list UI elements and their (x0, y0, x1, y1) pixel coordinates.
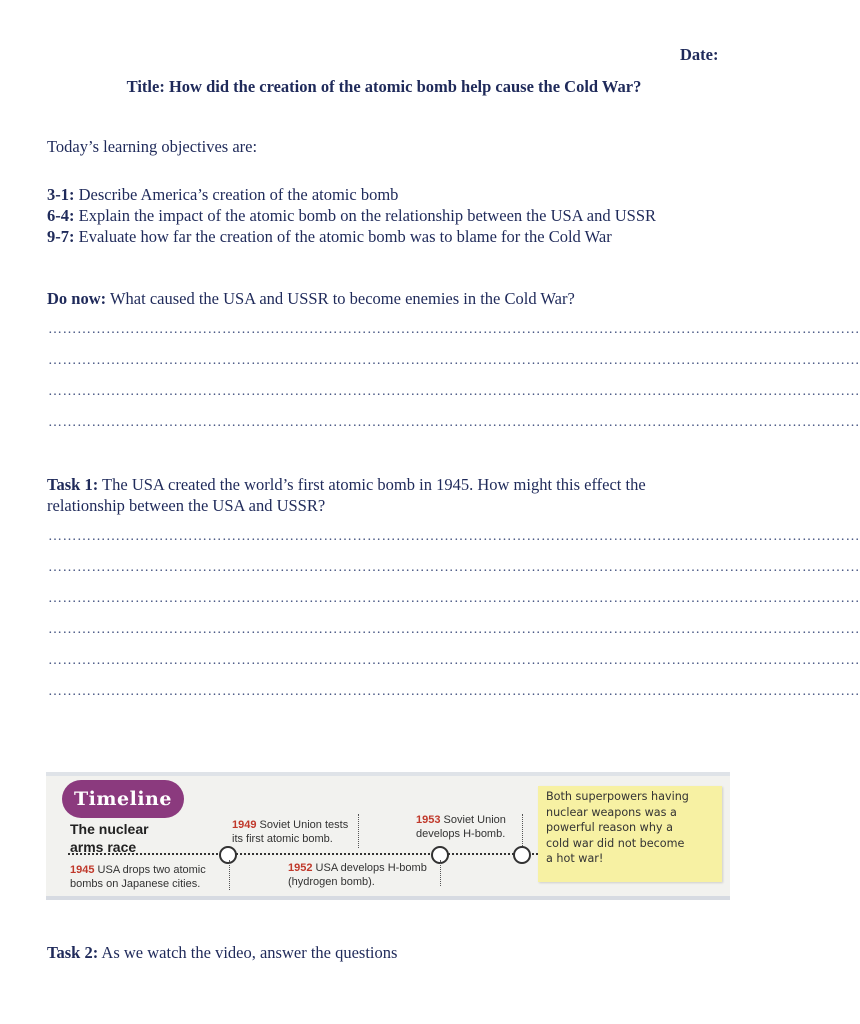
answer-line[interactable]: …………………………………………………………………………………………………………………………………………………… (48, 322, 860, 337)
timeline-tick (522, 814, 523, 846)
objective-9-7: 9-7: Evaluate how far the creation of the atomic bomb was to blame for the Cold War (47, 227, 612, 246)
objectives-intro: Today’s learning objectives are: (47, 137, 258, 156)
timeline-badge: Timeline (62, 780, 184, 818)
do-now-question: Do now: What caused the USA and USSR to become enemies in the Cold War? (47, 289, 575, 308)
task1-question-cont: relationship between the USA and USSR? (47, 496, 326, 515)
timeline-marker-1949 (219, 846, 237, 864)
sticky-note: Both superpowers having nuclear weapons was a powerful reason why a cold war did not become a hot war! (538, 786, 722, 882)
timeline-tick (229, 860, 230, 890)
page-title: Title: How did the creation of the atomic bomb help cause the Cold War? (126, 77, 642, 96)
answer-line[interactable]: …………………………………………………………………………………………………………………………………………………… (48, 622, 860, 637)
timeline-event-1945: 1945 USA drops two atomic bombs on Japanese cities. (70, 864, 206, 890)
date-label: Date: (680, 45, 719, 64)
divider (46, 896, 730, 900)
answer-line[interactable]: …………………………………………………………………………………………………………………………………………………… (48, 529, 860, 544)
answer-line[interactable]: …………………………………………………………………………………………………………………………………………………… (48, 560, 860, 575)
timeline-marker-1953 (513, 846, 531, 864)
answer-line[interactable]: …………………………………………………………………………………………………………………………………………………… (48, 415, 860, 430)
timeline-tick (358, 814, 359, 848)
answer-line[interactable]: …………………………………………………………………………………………………………………………………………………… (48, 353, 860, 368)
timeline-figure (46, 772, 730, 900)
timeline-event-1949: 1949 Soviet Union tests its first atomic bomb. (232, 819, 349, 845)
answer-line[interactable]: …………………………………………………………………………………………………………………………………………………… (48, 684, 860, 699)
answer-line[interactable]: …………………………………………………………………………………………………………………………………………………… (48, 653, 860, 668)
task1-question: Task 1: The USA created the world’s first atomic bomb in 1945. How might this effect the (47, 475, 646, 494)
answer-line[interactable]: …………………………………………………………………………………………………………………………………………………… (48, 591, 860, 606)
timeline-event-1952: 1952 USA develops H-bomb (hydrogen bomb). (288, 862, 427, 888)
timeline-event-1953: 1953 Soviet Union develops H-bomb. (416, 814, 506, 840)
answer-line[interactable]: …………………………………………………………………………………………………………………………………………………… (48, 384, 860, 399)
divider (46, 772, 730, 776)
objective-3-1: 3-1: Describe America’s creation of the atomic bomb (47, 185, 399, 204)
task2-instruction: Task 2: As we watch the video, answer the questions (47, 943, 398, 962)
objective-6-4: 6-4: Explain the impact of the atomic bomb on the relationship between the USA and USSR (47, 206, 657, 225)
timeline-subtitle: The nuclear arms race (70, 821, 149, 855)
timeline-tick (440, 860, 441, 886)
timeline-axis (68, 853, 558, 855)
